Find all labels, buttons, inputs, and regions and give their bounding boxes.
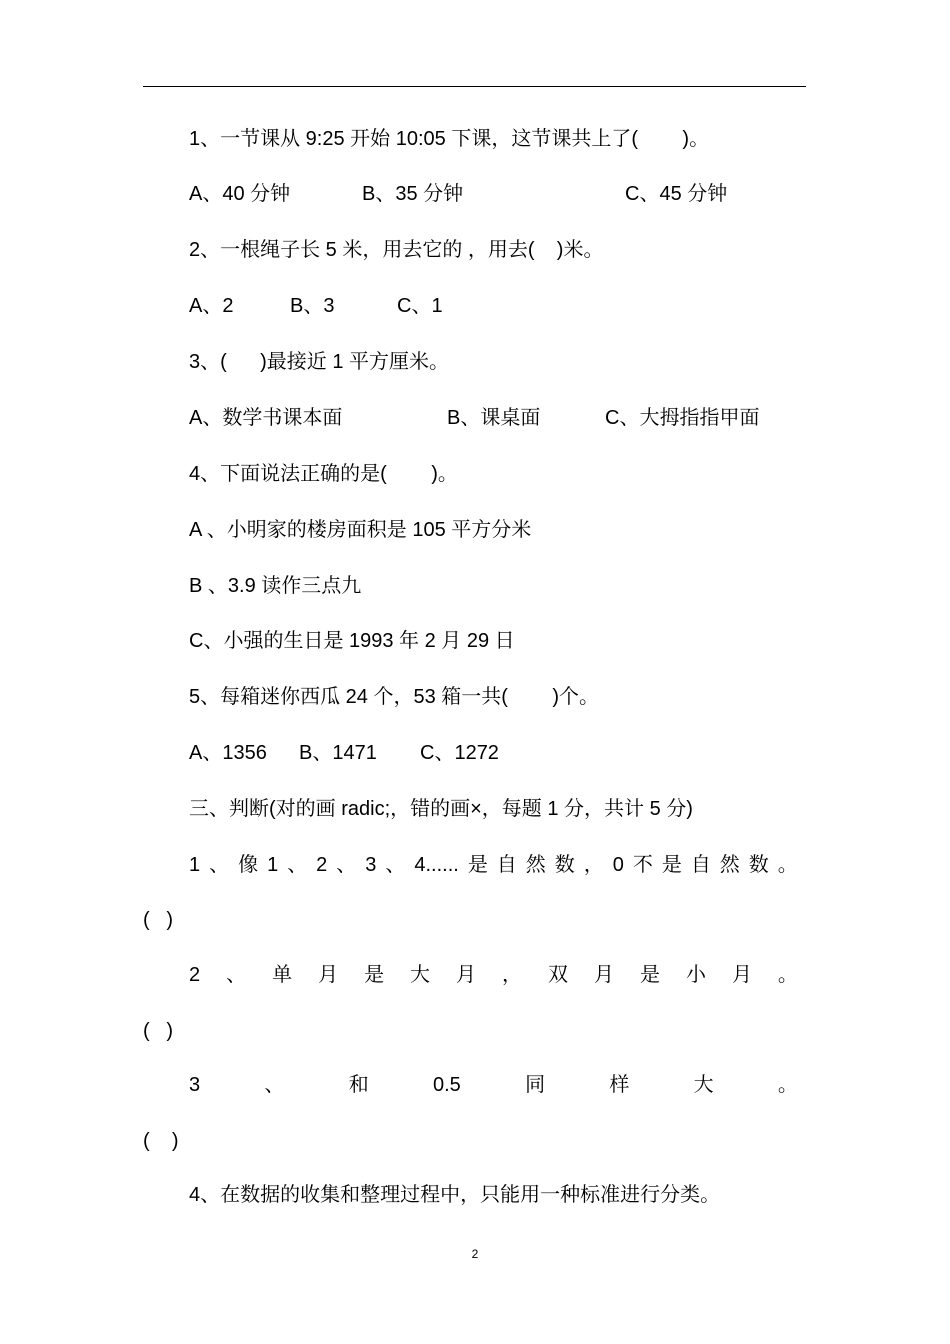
- question-4-option-a: A 、小明家的楼房面积是 105 平方分米: [189, 519, 532, 541]
- statement-token: 0: [612, 854, 624, 876]
- question-3-option-c: C、大拇指指甲面: [605, 407, 760, 429]
- judgment-1-answer-bracket: ( ): [143, 909, 173, 931]
- statement-token: 。: [777, 1074, 798, 1096]
- statement-token: 、: [226, 964, 247, 986]
- question-3-option-b: B、课桌面: [447, 407, 541, 429]
- statement-token: 样: [609, 1074, 630, 1096]
- statement-token: 1: [189, 854, 201, 876]
- statement-token: 大: [693, 1074, 714, 1096]
- statement-token: 像: [238, 854, 259, 876]
- statement-token: 是: [364, 964, 385, 986]
- question-1-option-a: A、40 分钟: [189, 183, 291, 205]
- question-4-option-c: C、小强的生日是 1993 年 2 月 29 日: [189, 630, 515, 652]
- statement-token: 0.5: [432, 1074, 461, 1096]
- question-5-stem: 5、每箱迷你西瓜 24 个，53 箱一共( )个。: [189, 686, 600, 708]
- judgment-3-statement: [189, 1071, 798, 1099]
- statement-token: 2: [316, 854, 328, 876]
- question-3-stem: 3、( )最接近 1 平方厘米。: [189, 351, 450, 373]
- page-number: 2: [471, 1247, 479, 1261]
- judgment-1-statement: [189, 851, 798, 879]
- statement-token: 3: [365, 854, 377, 876]
- statement-token: 。: [777, 854, 798, 876]
- statement-token: 2: [189, 964, 201, 986]
- judgment-3-answer-bracket: ( ): [143, 1130, 179, 1152]
- question-5-option-c: C、1272: [420, 742, 499, 764]
- statement-token: 同: [525, 1074, 546, 1096]
- question-5-option-b: B、1471: [299, 742, 377, 764]
- statement-token: 自: [496, 854, 517, 876]
- statement-token: 月: [593, 964, 614, 986]
- statement-token: 是: [661, 854, 682, 876]
- statement-token: 月: [731, 964, 752, 986]
- judgment-4-statement: 4、在数据的收集和整理过程中，只能用一种标准进行分类。: [189, 1184, 721, 1206]
- statement-token: 不: [632, 854, 653, 876]
- statement-token: 、: [264, 1074, 285, 1096]
- statement-token: 是: [639, 964, 660, 986]
- statement-token: 双: [548, 964, 568, 986]
- statement-token: 然: [719, 854, 740, 876]
- question-2-stem: 2、一根绳子长 5 米，用去它的 ，用去( )米。: [189, 239, 604, 261]
- question-3-option-a: A、数学书课本面: [189, 407, 343, 429]
- statement-token: 数: [554, 854, 575, 876]
- section-three-heading: 三、判断(对的画 radic;，错的画×，每题 1 分，共计 5 分): [189, 798, 693, 820]
- statement-token: ，: [502, 964, 523, 986]
- judgment-2-statement: [189, 961, 798, 989]
- question-1-option-c: C、45 分钟: [625, 183, 728, 205]
- statement-token: 、: [385, 854, 406, 876]
- statement-token: 月: [318, 964, 339, 986]
- question-5-option-a: A、1356: [189, 742, 267, 764]
- question-1-option-b: B、35 分钟: [362, 183, 464, 205]
- statement-token: 小: [685, 964, 706, 986]
- header-rule: [143, 86, 806, 87]
- statement-token: 数: [748, 854, 769, 876]
- statement-token: 自: [690, 854, 711, 876]
- statement-token: 。: [777, 964, 798, 986]
- question-2-option-c: C、1: [397, 295, 443, 317]
- statement-token: 是: [467, 854, 488, 876]
- question-4-stem: 4、下面说法正确的是( )。: [189, 463, 458, 485]
- judgment-2-answer-bracket: ( ): [143, 1020, 173, 1042]
- question-1-stem: 1、一节课从 9:25 开始 10:05 下课，这节课共上了( )。: [189, 128, 710, 150]
- statement-token: 1: [267, 854, 279, 876]
- statement-token: 、: [336, 854, 357, 876]
- statement-token: 、: [209, 854, 230, 876]
- statement-token: 4......: [414, 854, 459, 876]
- statement-token: 3: [189, 1074, 201, 1096]
- question-2-option-b: B、3: [290, 295, 335, 317]
- statement-token: 然: [525, 854, 546, 876]
- statement-token: 月: [456, 964, 477, 986]
- statement-token: 、: [287, 854, 308, 876]
- question-2-option-a: A、2: [189, 295, 234, 317]
- statement-token: 和: [348, 1074, 369, 1096]
- statement-token: ，: [583, 854, 604, 876]
- statement-token: 大: [410, 964, 431, 986]
- question-4-option-b: B 、3.9 读作三点九: [189, 575, 362, 597]
- statement-token: 单: [272, 964, 293, 986]
